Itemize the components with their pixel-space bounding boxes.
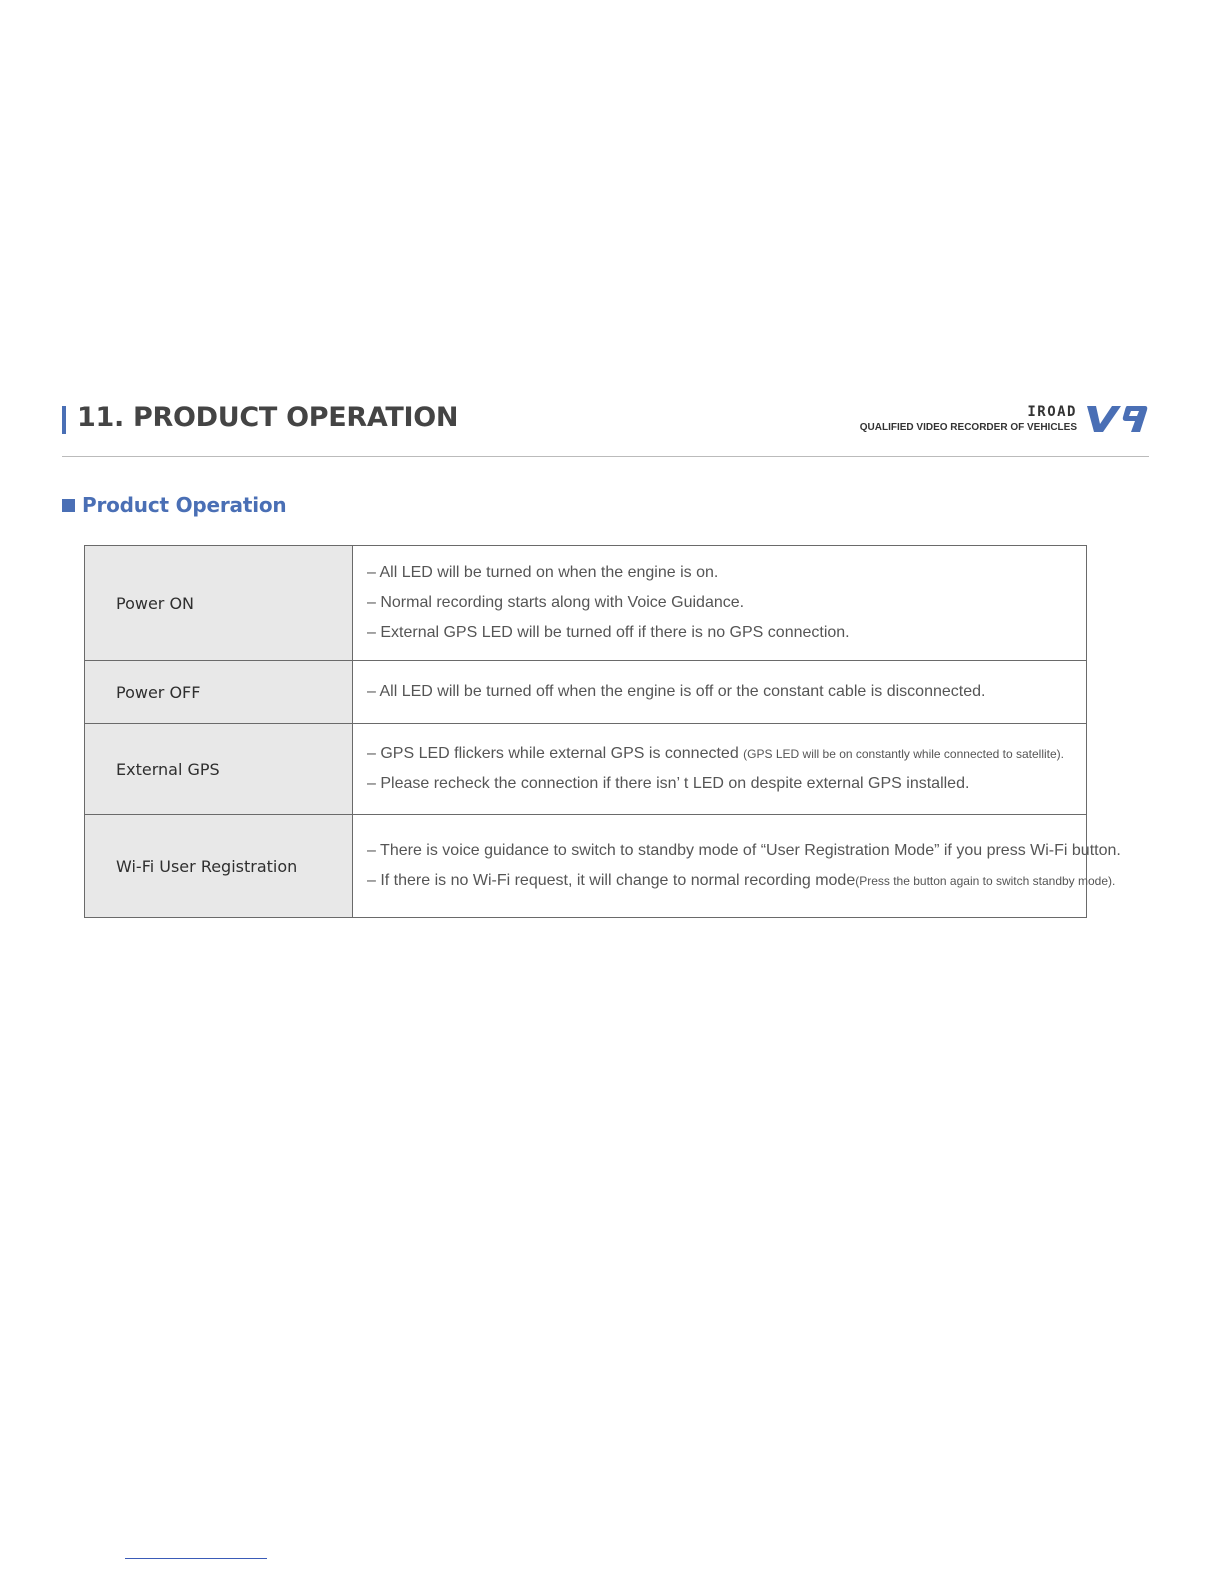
title-accent-bar xyxy=(62,406,66,434)
footer-link-underline[interactable] xyxy=(125,1558,267,1559)
header-divider xyxy=(62,456,1149,457)
page-header xyxy=(62,398,1149,458)
operation-label: External GPS xyxy=(85,724,353,815)
description-line: – There is voice guidance to switch to standby mode of “User Registration Mode” if you press Wi-Fi button. xyxy=(367,842,1121,859)
description-text: – GPS LED flickers while external GPS is connected xyxy=(367,745,744,762)
operation-label: Power OFF xyxy=(85,661,353,724)
operation-label: Wi-Fi User Registration xyxy=(85,815,353,918)
table-row xyxy=(85,815,1087,918)
description-line: – Normal recording starts along with Voice Guidance. xyxy=(367,594,745,611)
brand-block xyxy=(859,402,1149,436)
operation-description xyxy=(353,546,1087,661)
description-line: – All LED will be turned off when the engine is off or the constant cable is disconnected. xyxy=(367,683,986,700)
operation-description xyxy=(353,661,1087,724)
page-title: 11. PRODUCT OPERATION xyxy=(77,402,459,433)
description-line: – Please recheck the connection if there isn’ t LED on despite external GPS installed. xyxy=(367,775,970,792)
description-note: (Press the button again to switch standby mode). xyxy=(855,874,1116,888)
description-line xyxy=(367,866,1116,896)
table-row xyxy=(85,724,1087,815)
operation-label: Power ON xyxy=(85,546,353,661)
table-row xyxy=(85,661,1087,724)
operation-description xyxy=(353,815,1121,918)
v9-logo-icon xyxy=(1085,402,1149,436)
description-line xyxy=(367,739,1076,769)
description-text: – If there is no Wi-Fi request, it will change to normal recording mode xyxy=(367,872,856,889)
operation-description xyxy=(353,724,1087,815)
square-bullet-icon xyxy=(62,499,75,512)
brand-name: IROAD xyxy=(1027,404,1077,420)
brand-tagline: QUALIFIED VIDEO RECORDER OF VEHICLES xyxy=(859,422,1077,433)
description-line: – All LED will be turned on when the engine is on. xyxy=(367,564,719,581)
description-line: – External GPS LED will be turned off if there is no GPS connection. xyxy=(367,624,850,641)
table-row xyxy=(85,546,1087,661)
section-title: Product Operation xyxy=(82,493,287,517)
operations-table xyxy=(84,545,1121,918)
description-note: (GPS LED will be on constantly while connected to satellite). xyxy=(743,747,1064,761)
section-heading xyxy=(62,491,286,519)
